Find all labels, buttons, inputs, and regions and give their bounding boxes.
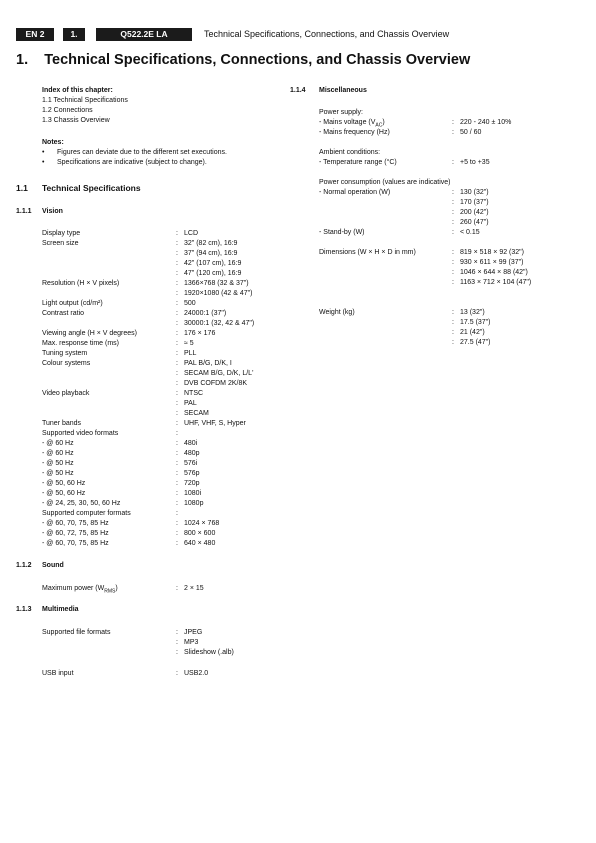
spec-value: SECAM — [184, 410, 209, 417]
group-heading: Ambient conditions: — [319, 149, 381, 156]
spec-separator: : — [452, 229, 454, 236]
spec-separator: : — [176, 629, 178, 636]
spec-label: Colour systems — [42, 360, 91, 367]
spec-value: ≈ 5 — [184, 340, 194, 347]
spec-label: Light output (cd/m²) — [42, 300, 103, 307]
multimedia-spec-table — [42, 628, 282, 658]
spec-row — [319, 218, 579, 228]
page-number-badge: EN 2 — [16, 28, 54, 41]
spec-label: - Stand-by (W) — [319, 229, 365, 236]
spec-row — [319, 198, 579, 208]
spec-row — [319, 188, 579, 198]
spec-value: 1920×1080 (42 & 47") — [184, 290, 253, 297]
spec-separator: : — [176, 260, 178, 267]
spec-row — [42, 359, 282, 369]
spec-row — [42, 479, 282, 489]
spec-value: +5 to +35 — [460, 159, 490, 166]
index-item: 1.1 Technical Specifications — [42, 97, 128, 104]
bullet: • — [42, 149, 45, 156]
spec-row — [42, 489, 282, 499]
spec-row — [42, 239, 282, 249]
spec-value: 24000:1 (37") — [184, 310, 227, 317]
spec-separator: : — [176, 430, 178, 437]
spec-row — [42, 519, 282, 529]
index-heading: Index of this chapter: — [42, 87, 113, 94]
spec-row — [42, 269, 282, 279]
spec-label: - Mains frequency (Hz) — [319, 129, 390, 136]
note-text: Figures can deviate due to the different set executions. — [57, 149, 227, 156]
spec-value: UHF, VHF, S, Hyper — [184, 420, 246, 427]
misc-spec-table — [319, 108, 579, 348]
chapter-heading — [16, 52, 470, 68]
spec-value: 640 × 480 — [184, 540, 216, 547]
spec-label: Weight (kg) — [319, 309, 355, 316]
spec-value: 1366×768 (32 & 37") — [184, 280, 249, 287]
spec-row — [42, 469, 282, 479]
spec-row — [42, 349, 282, 359]
chapter-title: Technical Specifications, Connections, and Chassis Overview — [44, 52, 471, 68]
spec-value: 42" (107 cm), 16:9 — [184, 260, 242, 267]
spec-value: PAL B/G, D/K, I — [184, 360, 232, 367]
spec-row — [319, 308, 579, 318]
section-title: Sound — [42, 562, 64, 569]
note-item — [42, 158, 282, 168]
spec-separator: : — [176, 290, 178, 297]
spec-value: 17.5 (37") — [460, 319, 491, 326]
spec-row — [42, 399, 282, 409]
spec-row — [319, 128, 579, 138]
spec-row — [42, 669, 282, 679]
spec-value: 176 × 176 — [184, 330, 216, 337]
spec-value: 21 (42") — [460, 329, 485, 336]
section-number: 1.1.1 — [16, 208, 32, 215]
model-badge: Q522.2E LA — [96, 28, 192, 41]
spec-separator: : — [176, 270, 178, 277]
spec-separator: : — [176, 460, 178, 467]
spec-label: Dimensions (W × H × D in mm) — [319, 249, 416, 256]
spec-row — [42, 429, 282, 439]
spec-separator: : — [176, 350, 178, 357]
spec-label: Tuner bands — [42, 420, 82, 427]
spec-separator: : — [452, 159, 454, 166]
spec-row — [42, 319, 282, 329]
spec-separator: : — [452, 219, 454, 226]
spec-row — [319, 248, 579, 258]
spec-value: 1080p — [184, 500, 204, 507]
spec-separator: : — [176, 250, 178, 257]
spec-value: 27.5 (47") — [460, 339, 491, 346]
chapter-number: 1. — [16, 52, 29, 68]
spec-row — [42, 379, 282, 389]
section-title: Miscellaneous — [319, 87, 367, 94]
section-title: Technical Specifications — [42, 183, 141, 193]
spec-value: 576i — [184, 460, 198, 467]
spec-label: Supported computer formats — [42, 510, 131, 517]
spec-label: - Mains voltage $(V_{AC})$ — [319, 119, 385, 129]
spec-label: - @ 50, 60 Hz — [42, 480, 86, 487]
spec-label: Maximum power $(W_{RMS})$ — [42, 585, 118, 595]
spec-separator: : — [176, 510, 178, 517]
running-header-title: Technical Specifications, Connections, and Chassis Overview — [204, 29, 450, 39]
spec-label: - @ 60, 70, 75, 85 Hz — [42, 540, 109, 547]
spec-value: SECAM B/G, D/K, L/L' — [184, 370, 254, 377]
spec-separator: : — [176, 540, 178, 547]
spec-value: USB2.0 — [184, 670, 209, 677]
spec-row — [42, 509, 282, 519]
spec-row — [319, 228, 579, 238]
spec-row — [319, 328, 579, 338]
note-item — [42, 148, 282, 158]
spec-separator: : — [452, 199, 454, 206]
spec-row — [42, 539, 282, 549]
spec-separator: : — [452, 249, 454, 256]
spec-value: 1024 × 768 — [184, 520, 220, 527]
index-item: 1.2 Connections — [42, 107, 93, 114]
spec-separator: : — [452, 259, 454, 266]
spec-value: 47" (120 cm), 16:9 — [184, 270, 242, 277]
spec-row — [42, 584, 282, 594]
spec-value: 480i — [184, 440, 198, 447]
group-heading: Power supply: — [319, 109, 363, 116]
bullet: • — [42, 159, 45, 166]
spec-separator: : — [176, 470, 178, 477]
section-number: 1.1.3 — [16, 606, 32, 613]
spec-separator: : — [176, 410, 178, 417]
spec-value: 800 × 600 — [184, 530, 216, 537]
spec-separator: : — [452, 209, 454, 216]
spec-label: - @ 60, 72, 75, 85 Hz — [42, 530, 109, 537]
spec-value: Slideshow (.alb) — [184, 649, 234, 656]
spec-row — [42, 369, 282, 379]
spec-separator: : — [452, 129, 454, 136]
spec-label: Display type — [42, 230, 81, 237]
spec-row — [42, 229, 282, 239]
spec-label: - @ 60 Hz — [42, 450, 74, 457]
spec-label: Screen size — [42, 240, 79, 247]
spec-separator: : — [176, 440, 178, 447]
spec-separator: : — [452, 119, 454, 126]
spec-row — [42, 638, 282, 648]
spec-value: 576p — [184, 470, 200, 477]
spec-value: 170 (37") — [460, 199, 489, 206]
spec-label: - @ 50 Hz — [42, 470, 74, 477]
spec-value: 819 × 518 × 92 (32") — [460, 249, 524, 256]
note-text: Specifications are indicative (subject to change). — [57, 159, 207, 166]
spec-separator: : — [176, 390, 178, 397]
section-number: 1.1.2 — [16, 562, 32, 569]
spec-separator: : — [176, 500, 178, 507]
spec-value: NTSC — [184, 390, 204, 397]
spec-value: DVB COFDM 2K/8K — [184, 380, 248, 387]
spec-separator: : — [452, 189, 454, 196]
spec-separator: : — [176, 639, 178, 646]
spec-separator: : — [452, 309, 454, 316]
spec-row — [42, 459, 282, 469]
index-item: 1.3 Chassis Overview — [42, 117, 110, 124]
vision-spec-table — [42, 229, 282, 549]
spec-row — [42, 329, 282, 339]
spec-separator: : — [176, 310, 178, 317]
spec-value: 30000:1 (32, 42 & 47") — [184, 320, 255, 327]
spec-row — [42, 419, 282, 429]
spec-label: - @ 50 Hz — [42, 460, 74, 467]
spec-value: 260 (47") — [460, 219, 489, 226]
spec-value: 50 / 60 — [460, 129, 482, 136]
chapter-badge: 1. — [63, 28, 85, 41]
spec-value: PAL — [184, 400, 197, 407]
spec-separator: : — [176, 420, 178, 427]
spec-separator: : — [176, 585, 178, 592]
spec-separator: : — [176, 280, 178, 287]
spec-row — [319, 338, 579, 348]
spec-value: 500 — [184, 300, 196, 307]
spec-value: 1163 × 712 × 104 (47") — [460, 279, 532, 286]
spec-value: 930 × 611 × 99 (37") — [460, 259, 524, 266]
spec-label: Supported video formats — [42, 430, 119, 437]
spec-label: - @ 60, 70, 75, 85 Hz — [42, 520, 109, 527]
spec-row — [42, 309, 282, 319]
usb-spec-table — [42, 669, 282, 679]
spec-value: LCD — [184, 230, 199, 237]
section-number: 1.1.4 — [290, 87, 306, 94]
spec-value: JPEG — [184, 629, 203, 636]
spec-separator: : — [176, 320, 178, 327]
spec-row — [42, 628, 282, 638]
spec-label: Tuning system — [42, 350, 88, 357]
spec-value: PLL — [184, 350, 197, 357]
chapter-index — [42, 86, 272, 126]
spec-value: 480p — [184, 450, 200, 457]
spec-row — [42, 389, 282, 399]
spec-separator: : — [176, 400, 178, 407]
spec-row — [319, 208, 579, 218]
spec-separator: : — [176, 520, 178, 527]
spec-value: 1080i — [184, 490, 202, 497]
spec-label: Max. response time (ms) — [42, 340, 120, 347]
spec-label: - @ 50, 60 Hz — [42, 490, 86, 497]
spec-separator: : — [176, 360, 178, 367]
spec-separator: : — [452, 269, 454, 276]
spec-separator: : — [176, 450, 178, 457]
spec-row — [42, 449, 282, 459]
spec-label: Video playback — [42, 390, 90, 397]
spec-separator: : — [452, 319, 454, 326]
spec-row — [42, 439, 282, 449]
spec-separator: : — [176, 490, 178, 497]
spec-row — [319, 258, 579, 268]
spec-row — [42, 289, 282, 299]
notes-heading: Notes: — [42, 139, 64, 146]
spec-row — [319, 158, 579, 168]
spec-label: - Normal operation (W) — [319, 189, 391, 196]
spec-row — [42, 279, 282, 289]
spec-row — [319, 318, 579, 328]
spec-value: 720p — [184, 480, 200, 487]
spec-separator: : — [176, 480, 178, 487]
spec-label: Contrast ratio — [42, 310, 85, 317]
spec-separator: : — [452, 329, 454, 336]
spec-row — [42, 648, 282, 658]
spec-separator: : — [176, 230, 178, 237]
spec-value: < 0.15 — [460, 229, 480, 236]
spec-value: 37" (94 cm), 16:9 — [184, 250, 238, 257]
spec-row — [42, 529, 282, 539]
spec-value: 1046 × 644 × 88 (42") — [460, 269, 528, 276]
spec-separator: : — [176, 240, 178, 247]
spec-row — [319, 118, 579, 128]
spec-row — [42, 259, 282, 269]
spec-separator: : — [452, 279, 454, 286]
spec-row — [42, 339, 282, 349]
notes-block — [42, 138, 282, 168]
spec-value: 200 (42") — [460, 209, 489, 216]
spec-row — [42, 499, 282, 509]
spec-row — [319, 268, 579, 278]
spec-label: Resolution (H × V pixels) — [42, 280, 120, 287]
spec-separator: : — [176, 370, 178, 377]
spec-row — [42, 299, 282, 309]
spec-row — [42, 249, 282, 259]
section-title: Multimedia — [42, 606, 79, 613]
spec-label: Viewing angle (H × V degrees) — [42, 330, 138, 337]
spec-separator: : — [176, 380, 178, 387]
section-title: Vision — [42, 208, 63, 215]
spec-value: 32" (82 cm), 16:9 — [184, 240, 238, 247]
spec-separator: : — [176, 340, 178, 347]
spec-label: - Temperature range (°C) — [319, 159, 397, 166]
spec-label: - @ 60 Hz — [42, 440, 74, 447]
sound-spec-table — [42, 584, 282, 594]
spec-label: - @ 24, 25, 30, 50, 60 Hz — [42, 500, 121, 507]
spec-label: USB input — [42, 670, 74, 677]
spec-value: MP3 — [184, 639, 199, 646]
spec-separator: : — [176, 300, 178, 307]
spec-value: 130 (32") — [460, 189, 489, 196]
spec-row — [42, 409, 282, 419]
spec-separator: : — [176, 530, 178, 537]
spec-separator: : — [176, 330, 178, 337]
spec-value: 13 (32") — [460, 309, 485, 316]
spec-separator: : — [176, 649, 178, 656]
group-heading: Power consumption (values are indicative) — [319, 179, 451, 186]
spec-value: 2 × 15 — [184, 585, 204, 592]
section-number: 1.1 — [16, 183, 28, 193]
spec-separator: : — [176, 670, 178, 677]
spec-row — [319, 278, 579, 288]
spec-label: Supported file formats — [42, 629, 111, 636]
spec-value: 220 - 240 ± 10% — [460, 119, 512, 126]
spec-separator: : — [452, 339, 454, 346]
